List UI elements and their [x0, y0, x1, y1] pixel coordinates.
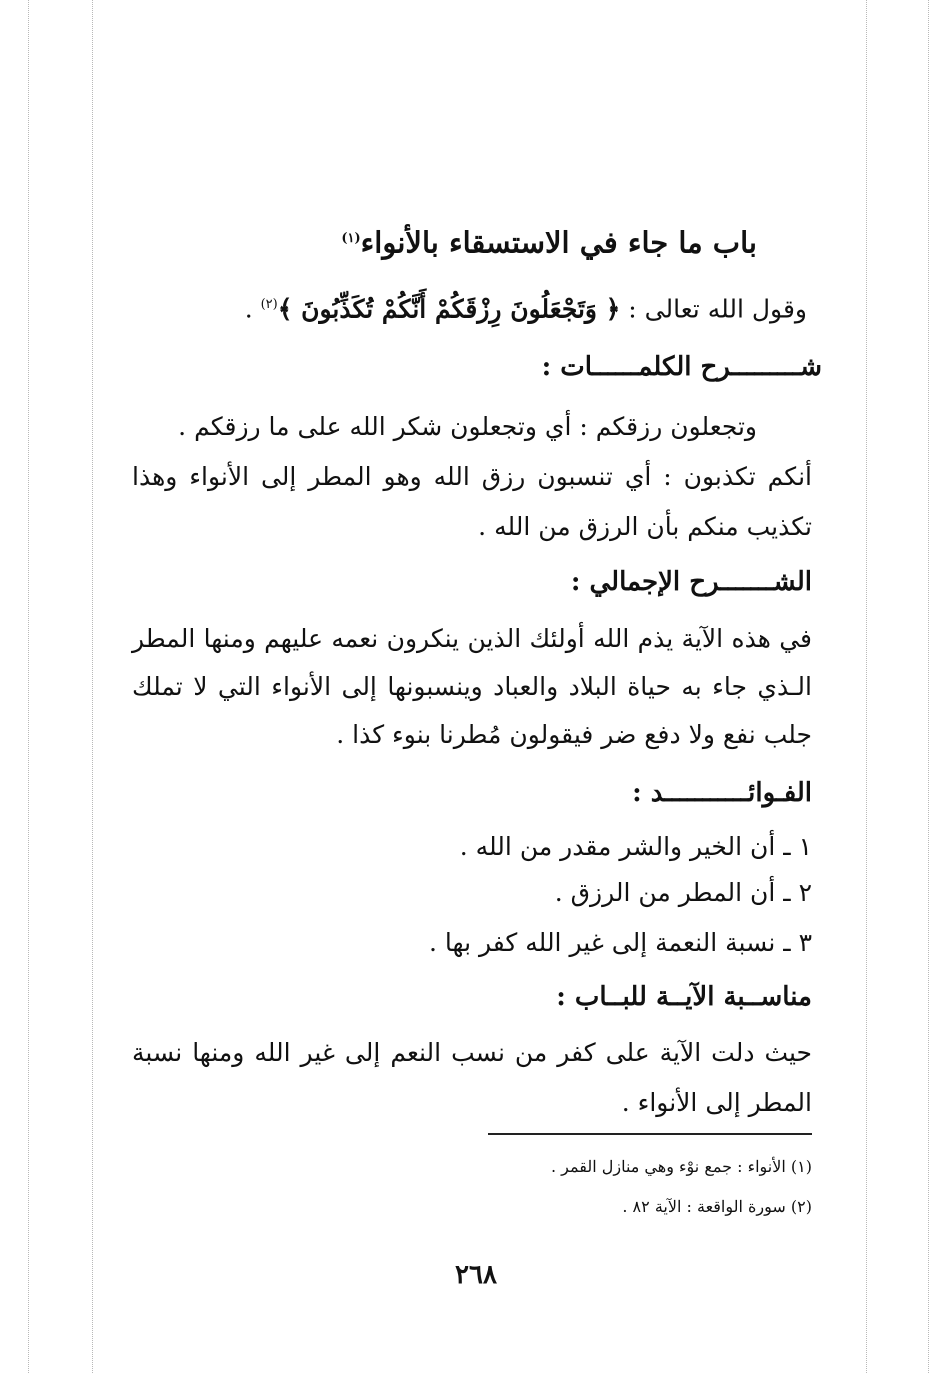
paragraph-line: وتجعلون رزقكم : أي وتجعلون شكر الله على ما رزقكم . [178, 412, 757, 441]
paragraph-line: حيث دلت الآية على كفر من نسب النعم إلى غير الله ومنها نسبة [132, 1038, 812, 1067]
margin-guide [866, 0, 867, 1373]
section-heading-benefits: الفـوائـــــــــــد : [632, 778, 812, 808]
margin-guide [92, 0, 93, 1373]
section-heading-general-explanation: الشـــــــرح الإجمالي : [570, 567, 812, 597]
paragraph-line: أنكم تكذبون : أي تنسبون رزق الله وهو المطر إلى الأنواء وهذا [132, 462, 812, 491]
verse-intro: وقول الله تعالى : [628, 294, 807, 324]
paragraph-line: جلب نفع ولا دفع ضر فيقولون مُطرنا بنوء كذا . [336, 720, 812, 749]
paragraph-line: تكذيب منكم بأن الرزق من الله . [478, 512, 812, 541]
margin-guide [28, 0, 29, 1373]
footnote: (٢) سورة الواقعة : الآية ٨٢ . [622, 1197, 812, 1216]
chapter-title-text: باب ما جاء في الاستسقاء بالأنواء [360, 225, 757, 260]
section-heading-word-explanation: شـــــــــرح الكلمــــــات : [541, 352, 822, 382]
list-item: ٢ ـ أن المطر من الرزق . [554, 878, 812, 907]
quran-verse: ﴿ وَتَجْعَلُونَ رِزْقَكُمْ أَنَّكُمْ تُكَذِّبُونَ ﴾ [277, 294, 621, 324]
footnote-marker[interactable]: (١) [341, 231, 361, 246]
verse-end: . [244, 294, 253, 324]
page-number: ٢٦٨ [455, 1260, 497, 1290]
paragraph-line: المطر إلى الأنواء . [621, 1088, 812, 1117]
list-item: ٣ ـ نسبة النعمة إلى غير الله كفر بها . [429, 928, 812, 957]
footnote-marker[interactable]: (٢) [260, 297, 278, 312]
paragraph-line: في هذه الآية يذم الله أولئك الذين ينكرون نعمه عليهم ومنها المطر [132, 624, 812, 653]
section-heading-relevance: مناســبة الآيــة للبــاب : [556, 982, 812, 1012]
footnote-separator [488, 1133, 812, 1135]
chapter-title [341, 222, 757, 260]
verse-line [245, 288, 807, 326]
margin-guide [928, 0, 929, 1373]
list-item: ١ ـ أن الخير والشر مقدر من الله . [459, 832, 812, 861]
footnote: (١) الأنواء : جمع نوْء وهي منازل القمر . [550, 1157, 812, 1176]
paragraph-line: الـذي جاء به حياة البلاد والعباد وينسبونها إلى الأنواء التي لا تملك [132, 672, 812, 701]
